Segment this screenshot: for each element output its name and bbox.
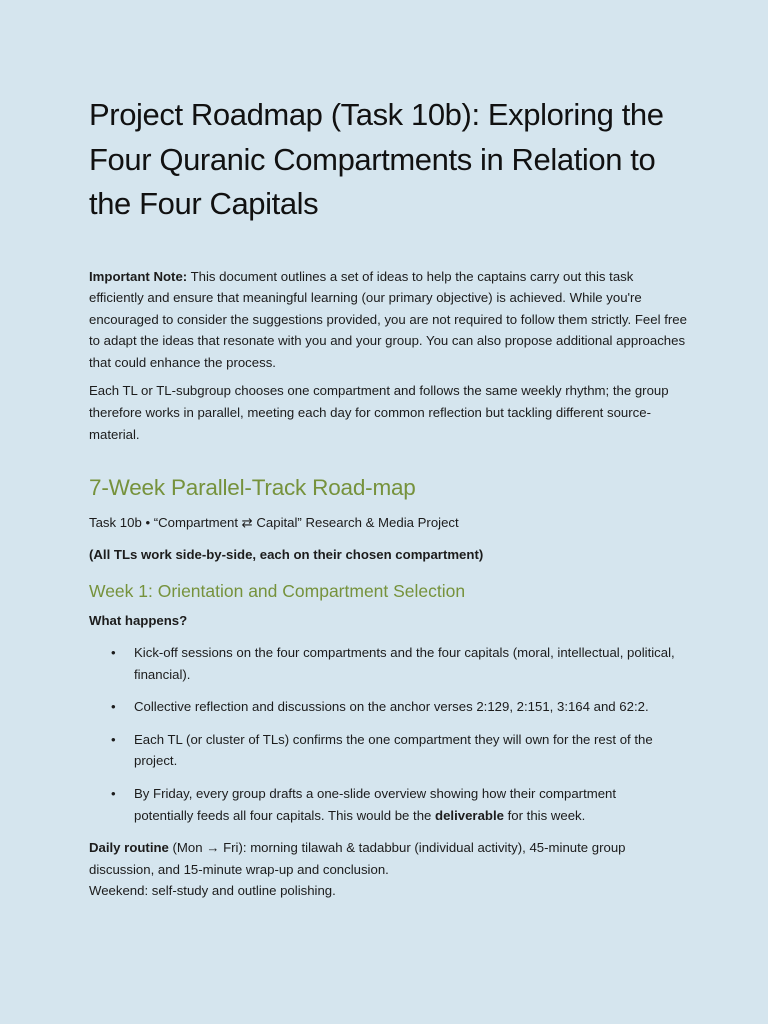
list-item-text: Collective reflection and discussions on the anchor verses 2:129, 2:151, 3:164 and 62:2. bbox=[134, 699, 649, 715]
tracks-note: (All TLs work side-by-side, each on their chosen compartment) bbox=[89, 546, 484, 562]
list-item-text bbox=[134, 786, 616, 823]
list-item-text-start: By Friday, every group drafts a one-slide overview showing how their compartment potentially feeds all four capitals. This would be the bbox=[134, 786, 617, 823]
project-subtitle: Task 10b • “Compartment ⇄ Capital” Research & Media Project bbox=[89, 515, 459, 531]
list-item bbox=[89, 642, 688, 685]
parallel-work-paragraph: Each TL or TL-subgroup chooses one compartment and follows the same weekly rhythm; the group therefore works in parallel, meeting each day for common reflection but tackling different source-material. bbox=[89, 383, 669, 442]
weekend-text: Weekend: self-study and outline polishing. bbox=[89, 883, 336, 899]
list-item-text: Each TL (or cluster of TLs) confirms the one compartment they will own for the rest of the project. bbox=[134, 731, 653, 769]
week1-bullet-list bbox=[89, 642, 688, 826]
list-item bbox=[89, 696, 688, 718]
list-item bbox=[89, 729, 688, 772]
daily-routine-text: (Mon → Fri): morning tilawah & tadabbur (individual activity), 45-minute group discussion, and 15-minute wrap-up and conclusion. bbox=[89, 840, 626, 877]
important-note-label: Important Note: bbox=[89, 268, 188, 284]
section-heading: 7-Week Parallel-Track Road-map bbox=[89, 475, 416, 501]
bullet-marker: • bbox=[111, 731, 116, 747]
week1-heading: Week 1: Orientation and Compartment Selection bbox=[89, 581, 466, 602]
important-note-text: This document outlines a set of ideas to help the captains carry out this task efficiently and ensure that meaningful learning (our primary objective) is achieved. While you're encouraged to consider the suggestions provided, you are not required to follow them strictly. Feel free to adapt the ideas that resonate with you and your group. You can also propose additional approaches that could enhance the process. bbox=[89, 268, 687, 370]
list-item-text-end: for this week. bbox=[503, 807, 586, 823]
important-note bbox=[89, 266, 688, 374]
document-title: Project Roadmap (Task 10b): Exploring the Four Quranic Compartments in Relation to the Four Capitals bbox=[89, 97, 664, 221]
list-item-text: Kick-off sessions on the four compartments and the four capitals (moral, intellectual, political, financial). bbox=[134, 645, 675, 682]
daily-routine bbox=[89, 837, 688, 902]
bullet-marker: • bbox=[111, 699, 116, 715]
list-item bbox=[89, 783, 688, 826]
bullet-marker: • bbox=[111, 645, 116, 661]
daily-routine-label: Daily routine bbox=[89, 840, 169, 856]
deliverable-emphasis: deliverable bbox=[435, 807, 504, 823]
bullet-marker: • bbox=[111, 786, 116, 801]
what-happens-label: What happens? bbox=[89, 613, 188, 629]
